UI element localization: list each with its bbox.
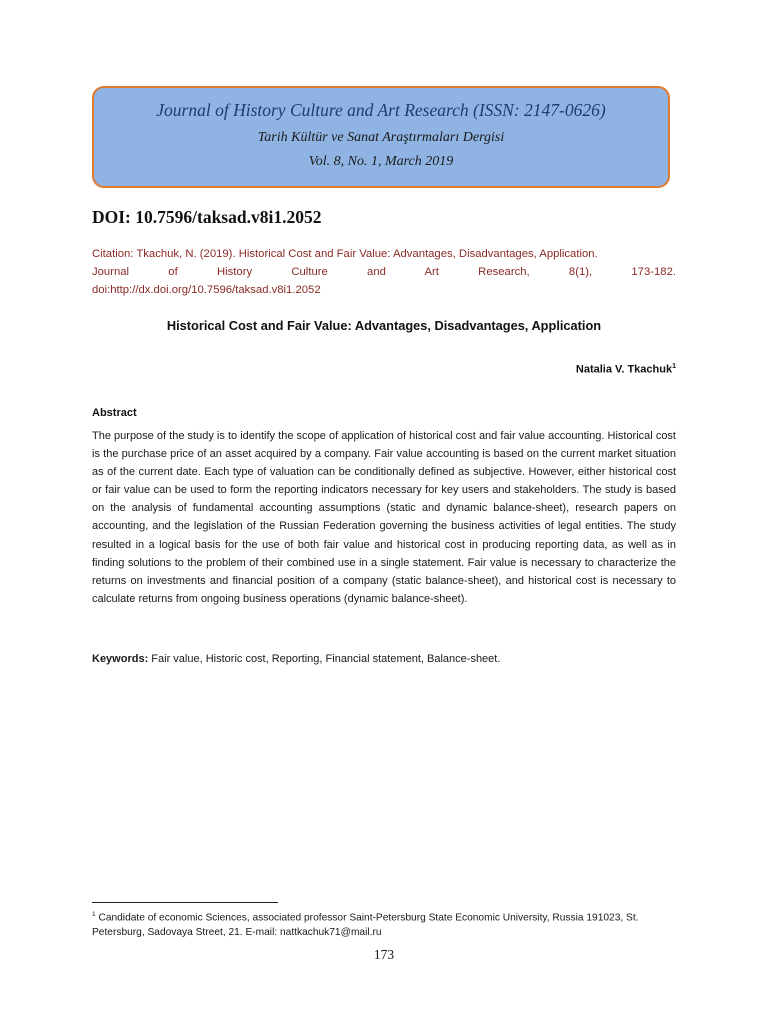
journal-title: Journal of History Culture and Art Research (ISSN: 2147-0626)	[156, 100, 606, 120]
citation-doi-link[interactable]: doi:http://dx.doi.org/10.7596/taksad.v8i1.2052	[92, 284, 321, 296]
page-number: 173	[373, 947, 395, 962]
footnote-text: Candidate of economic Sciences, associated professor Saint-Petersburg State Economic University, Russia 191023, St. Petersburg, Sadovaya Street, 21. E-mail: nattkachuk71@mail.ru	[92, 912, 639, 939]
journal-header-box	[92, 86, 670, 188]
journal-subtitle: Tarih Kültür ve Sanat Araştırmaları Dergisi	[257, 130, 505, 145]
citation-line-1: Citation: Tkachuk, N. (2019). Historical Cost and Fair Value: Advantages, Disadvantages, Application.	[92, 248, 598, 260]
keywords	[92, 651, 676, 667]
doi: DOI: 10.7596/taksad.v8i1.2052	[92, 207, 322, 227]
author-name: Natalia V. Tkachuk	[575, 363, 673, 376]
footnote-divider	[92, 902, 278, 903]
author	[576, 363, 676, 376]
journal-issue: Vol. 8, No. 1, March 2019	[308, 154, 454, 169]
keywords-label: Keywords:	[92, 653, 149, 665]
citation-line-2: Journal of History Culture and Art Research, 8(1), 173-182.	[92, 266, 676, 278]
citation	[92, 245, 676, 299]
keywords-text: Fair value, Historic cost, Reporting, Financial statement, Balance-sheet.	[148, 653, 501, 665]
footnote	[92, 907, 676, 940]
footnote-mark: 1	[92, 911, 96, 918]
paper-title: Historical Cost and Fair Value: Advantages, Disadvantages, Application	[166, 318, 602, 333]
abstract-body: The purpose of the study is to identify the scope of application of historical cost and fair value accounting. Historical cost is the purchase price of an asset acquired by a company. Fair value accounting is based on the current market situation as of the current date. Each type of valuation can be conditionally defined as subjective. However, either historical cost or fair value can be used to form the reporting indicators necessary for key users and stakeholders. The study is based on the analysis of fundamental accounting assumptions (static and dynamic balance-sheet), research papers on accounting, and the legislation of the Russian Federation governing the business activities of legal entities. The study resulted in a logical basis for the use of both fair value and historical cost in producing reporting data, as well as in finding solutions to the problem of their combined use in a single statement. Fair value is necessary to characterize the returns on investments and financial position of a company (static balance-sheet), and historical cost is necessary to calculate returns from ongoing business operations (dynamic balance-sheet).	[92, 430, 676, 605]
author-footnote-mark: 1	[672, 363, 676, 370]
abstract-heading: Abstract	[92, 407, 137, 419]
